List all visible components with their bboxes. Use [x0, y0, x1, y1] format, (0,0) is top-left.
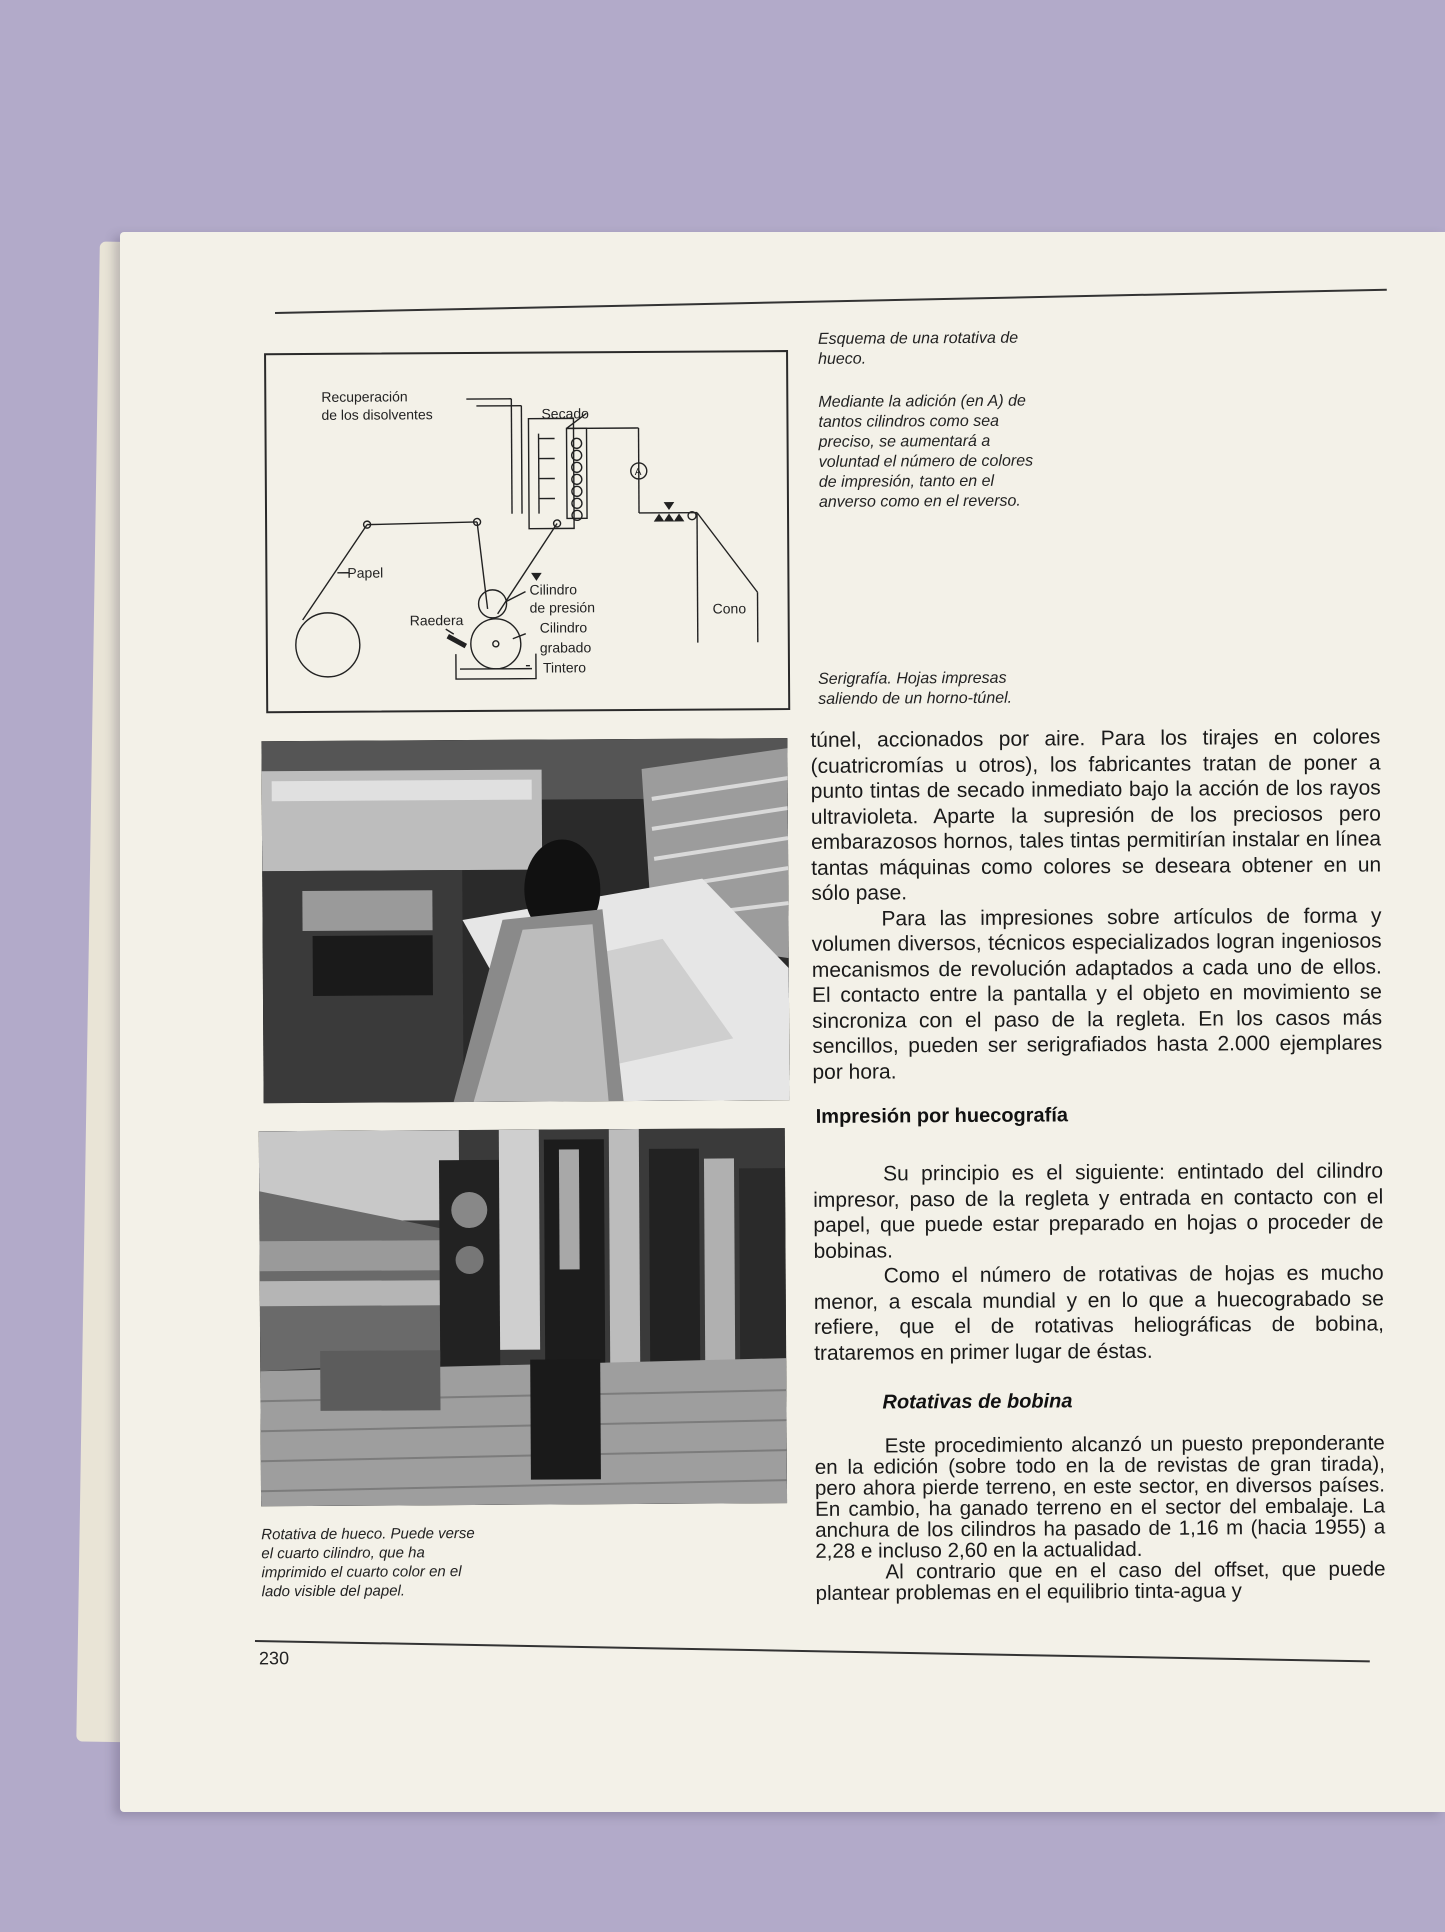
caption-serigrafia: Serigrafía. Hojas impresas saliendo de un horno-túnel. [818, 668, 1068, 710]
diagram-label-tintero: Tintero [543, 659, 586, 676]
diagram-label-papel: Papel [347, 565, 383, 582]
diagram-label-cono: Cono [713, 600, 747, 617]
diagram-label-recuperacion: Recuperación [321, 388, 407, 406]
body-paragraph-5: Este procedimiento alcanzó un puesto preponderante en la edición (sobre todo en la de revistas de gran tirada), pero ahora pierde terreno, en este sector, en diversos países. En cambio, ha ganado terreno en el sector del embalaje. La anchura de los cilindros ha pasado de 1,16 m (hacia 1955) a 2,28 e incluso 2,60 en la actualidad. [815, 1432, 1386, 1561]
body-paragraph-2: Para las impresiones sobre artículos de forma y volumen diversos, técnicos especializados logran ingeniosos mecanismos de revolución adaptados a cada uno de ellos. El contacto entre la pantalla y el objeto en movimiento se sincroniza con el paso de la regleta. En los casos más sencillos, pueden ser serigrafiados hasta 2.000 ejemplares por hora. [811, 903, 1382, 1085]
diagram-label-marker-a: A [635, 464, 642, 481]
caption-diagram-note: Mediante la adición (en A) de tantos cilindros como sea preciso, se aumentará a voluntad el número de colores de impresión, tanto en el anverso como en el reverso. [818, 391, 1049, 512]
diagram-label-cilindro-presion-2: de presión [530, 599, 595, 616]
body-paragraph-4: Como el número de rotativas de hojas es mucho menor, a escala mundial y en lo que a huecograbado se refiere, que el de rotativas heliográficas de bobina, trataremos en primer lugar de éstas. [814, 1260, 1385, 1365]
rotativa-diagram [264, 350, 790, 713]
body-text-lower [815, 1432, 1386, 1603]
heading-huecografia: Impresión por huecografía [816, 1104, 1068, 1129]
diagram-label-secado: Secado [541, 405, 589, 422]
body-paragraph-1: túnel, accionados por aire. Para los tirajes en colores (cuatricromías u otros), los fabricantes tratan de poner a punto tintas de secado inmediato bajo la acción de los rayos ultravioleta. Aparte la supresión de los preciosos pero embarazosos hornos, tales tintas permitirían instalar en línea tantas máquinas como colores se deseara obtener en un sólo pase. [810, 724, 1381, 906]
diagram-label-cilindro-presion-1: Cilindro [529, 581, 577, 598]
photo-rotativa [259, 1128, 787, 1506]
diagram-label-cilindro-grabado-1: Cilindro [540, 619, 588, 636]
body-paragraph-3: Su principio es el siguiente: entintado del cilindro impresor, paso de la regleta y entrada en contacto con el papel, que puede estar preparado en hojas o proceder de bobinas. [813, 1158, 1384, 1263]
photo-serigrafia [261, 738, 789, 1103]
photo-serigrafia-image [261, 738, 789, 1103]
diagram-label-raedera: Raedera [410, 612, 464, 629]
caption-rotativa: Rotativa de hueco. Puede verse el cuarto cilindro, que ha imprimido el cuarto color en el lado visible del papel. [261, 1524, 481, 1601]
body-text-upper [810, 724, 1382, 1084]
diagram-label-disolventes: de los disolventes [321, 406, 432, 424]
photo-rotativa-image [259, 1128, 787, 1506]
body-paragraph-6: Al contrario que en el caso del offset, que puede plantear problemas en el equilibrio tinta-agua y [815, 1558, 1385, 1603]
page-number: 230 [259, 1648, 289, 1669]
body-text-middle [813, 1158, 1384, 1365]
caption-diagram-title: Esquema de una rotativa de hueco. [818, 328, 1048, 369]
heading-rotativas-bobina: Rotativas de bobina [882, 1390, 1072, 1414]
diagram-label-cilindro-grabado-2: grabado [540, 639, 591, 656]
